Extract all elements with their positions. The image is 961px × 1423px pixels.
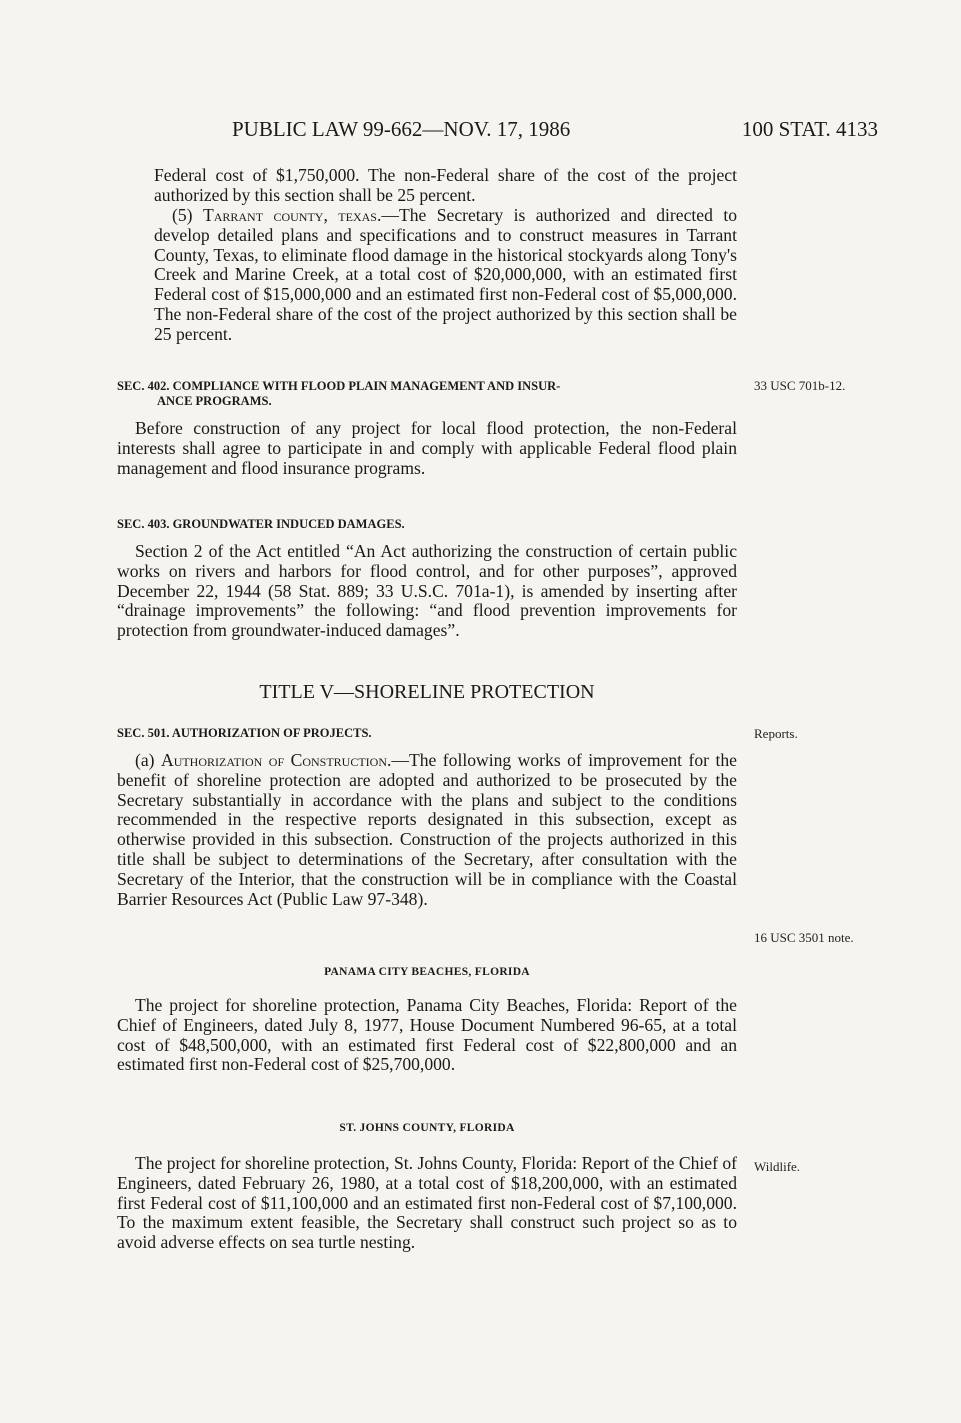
sec-402-heading-line1: SEC. 402. COMPLIANCE WITH FLOOD PLAIN MANAGEMENT AND INSUR- <box>117 379 561 393</box>
st-johns-block <box>117 1122 737 1253</box>
continuation-block <box>154 166 737 206</box>
sec-501-block <box>117 726 737 909</box>
sec-501-a-paragraph <box>117 751 737 909</box>
st-johns-paragraph: The project for shoreline protection, St. Johns County, Florida: Report of the Chief of Engineers, dated February 26, 1980, at a total cost of $18,200,000, with an estimated first Federal cost of $11,100,000 and an estimated first non-Federal cost of $7,100,000. To the maximum extent feasible, the Secretary shall construct such project so as to avoid adverse effects on sea turtle nesting. <box>117 1153 737 1253</box>
panama-paragraph: The project for shoreline protection, Panama City Beaches, Florida: Report of the Chief of Engineers, dated July 8, 1977, House Document Numbered 96-65, at a total cost of $48,500,000, with an estimated first Federal cost of $22,800,000 and an estimated first non-Federal cost of $25,700,000. <box>117 995 737 1075</box>
header-stat-page: 100 STAT. 4133 <box>741 117 878 141</box>
continuation-paragraph: Federal cost of $1,750,000. The non-Federal share of the cost of the project authorized by this section shall be 25 percent. <box>154 165 737 205</box>
sec-501-usc-note: 16 USC 3501 note. <box>754 930 854 945</box>
item-5-text: —The Secretary is authorized and directed to develop detailed plans and specifications and to construct measures in Tarrant County, Texas, to eliminate flood damage in the historical stockyards along Tony's Creek and Marine Creek, at a total cost of $20,000,000, with an estimated first Federal cost of $15,000,000 and an estimated first non-Federal cost of $5,000,000. The non-Federal share of the cost of the project authorized by this section shall be 25 percent. <box>154 205 738 344</box>
sec-402-heading <box>117 379 737 409</box>
sec-402-block <box>117 379 737 478</box>
sec-402-paragraph: Before construction of any project for local flood protection, the non-Federal interests shall agree to participate in and comply with applicable Federal flood plain management and flood insurance programs. <box>117 418 737 478</box>
sec-403-paragraph: Section 2 of the Act entitled “An Act authorizing the construction of certain public works on rivers and harbors for flood control, and for other purposes”, approved December 22, 1944 (58 Stat. 889; 33 U.S.C. 701a-1), is amended by inserting after “drainage improvements” the following: “and flood prevention improvements for protection from groundwater-induced damages”. <box>117 541 737 641</box>
sec-501-a-heading: Authorization of Construction. <box>160 750 392 770</box>
sec-501-a-text: —The following works of improvement for the benefit of shoreline protection are adopted and authorized to be prosecuted by the Secretary substantially in accordance with the plans and subject to the conditions recommended in the respective reports designated in this subsection, except as otherwise provided in this subsection. Construction of the projects authorized in this title shall be subject to determinations of the Secretary, after consultation with the Secretary of the Interior, that the construction will be in compliance with the Coastal Barrier Resources Act (Public Law 97-348). <box>117 750 737 909</box>
header-law-title: PUBLIC LAW 99-662—NOV. 17, 1986 <box>232 117 571 141</box>
item-5-block <box>154 206 737 345</box>
item-5-label: (5) <box>172 205 203 225</box>
sec-403-heading: SEC. 403. GROUNDWATER INDUCED DAMAGES. <box>117 517 405 531</box>
panama-block <box>117 966 737 1075</box>
st-johns-margin-note: Wildlife. <box>754 1159 801 1174</box>
sec-501-reports-note: Reports. <box>754 726 798 741</box>
title-v-heading: TITLE V—SHORELINE PROTECTION <box>259 681 595 703</box>
panama-heading: PANAMA CITY BEACHES, FLORIDA <box>324 966 530 978</box>
sec-402-margin-note: 33 USC 701b-12. <box>754 378 846 393</box>
item-5-heading: Tarrant county, texas. <box>202 205 382 225</box>
st-johns-heading: ST. JOHNS COUNTY, FLORIDA <box>339 1122 515 1134</box>
sec-403-block <box>117 517 737 641</box>
item-5-paragraph <box>154 206 737 345</box>
sec-501-a-label: (a) <box>135 750 161 770</box>
sec-501-heading: SEC. 501. AUTHORIZATION OF PROJECTS. <box>117 726 372 740</box>
sec-402-heading-line2: ANCE PROGRAMS. <box>157 394 272 408</box>
title-v-block <box>117 681 737 704</box>
page-header <box>232 117 878 143</box>
